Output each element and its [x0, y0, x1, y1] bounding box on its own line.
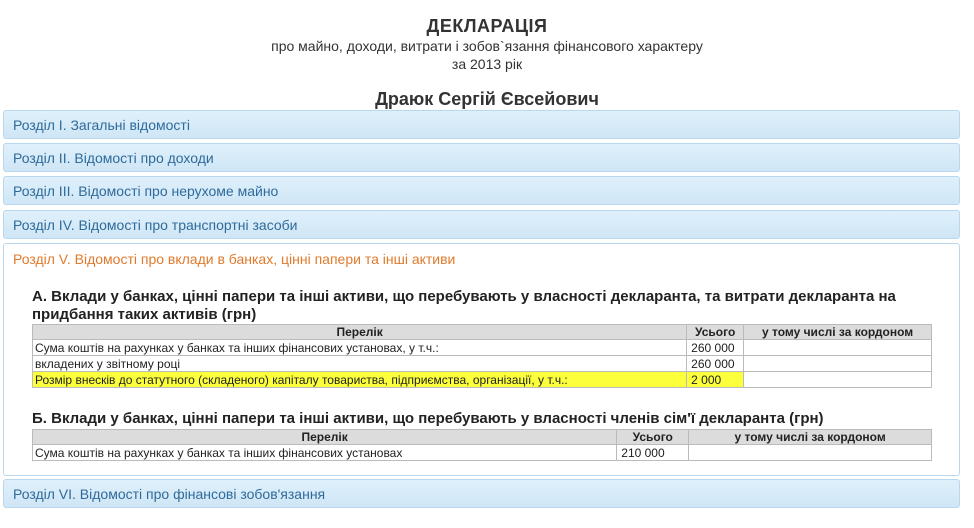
- table-row: [33, 356, 932, 372]
- section-4-label: Розділ IV. Відомості про транспортні засоби: [13, 217, 298, 233]
- item-cell-highlighted: Розмір внесків до статутного (складеного) капіталу товариства, підприємства, організації, у т.ч.:: [33, 372, 687, 388]
- item-cell: вкладених у звітному році: [33, 356, 687, 372]
- item-cell: Сума коштів на рахунках у банках та інших фінансових установах: [33, 445, 617, 461]
- column-header: Перелік: [33, 430, 617, 445]
- declarant-name: Драюк Сергій Євсейович: [375, 89, 599, 109]
- part-b-table: [32, 429, 932, 461]
- total-cell-highlighted: 2 000: [687, 372, 744, 388]
- page-subtitle: про майно, доходи, витрати і зобов`язання фінансового характеру: [271, 38, 703, 54]
- page-title: ДЕКЛАРАЦІЯ: [426, 16, 548, 36]
- section-4-header[interactable]: [3, 210, 960, 239]
- declaration-year: за 2013 рік: [451, 56, 523, 72]
- column-header: Усього: [687, 325, 744, 340]
- item-cell: Сума коштів на рахунках у банках та інших фінансових установах, у т.ч.:: [33, 340, 687, 356]
- abroad-cell: [744, 356, 932, 372]
- section-2-header[interactable]: [3, 143, 960, 172]
- section-1-header[interactable]: [3, 110, 960, 139]
- section-3-header[interactable]: [3, 176, 960, 205]
- column-header: Перелік: [33, 325, 687, 340]
- table-row: [33, 445, 932, 461]
- column-header: у тому числі за кордоном: [689, 430, 932, 445]
- abroad-cell: [689, 445, 932, 461]
- total-cell: 260 000: [687, 340, 744, 356]
- section-6-label: Розділ VI. Відомості про фінансові зобов'язання: [13, 486, 326, 502]
- column-header: Усього: [617, 430, 689, 445]
- section-1-label: Розділ І. Загальні відомості: [13, 117, 190, 133]
- abroad-cell: [744, 372, 932, 388]
- section-5-label: Розділ V. Відомості про вклади в банках, цінні папери та інші активи: [13, 251, 456, 267]
- table-row: [33, 340, 932, 356]
- section-5-header[interactable]: [4, 244, 959, 273]
- section-3-label: Розділ ІІІ. Відомості про нерухоме майно: [13, 183, 279, 199]
- part-b-title: Б. Вклади у банках, цінні папери та інші активи, що перебувають у власності членів сім'ї декларанта (грн): [32, 410, 824, 427]
- column-header: у тому числі за кордоном: [744, 325, 932, 340]
- table-header-row: [33, 325, 932, 340]
- part-a-table: [32, 324, 932, 388]
- part-a-title: А. Вклади у банках, цінні папери та інші активи, що перебувають у власності декларанта, та витрати декларанта на придбання таких активів (грн): [32, 288, 896, 323]
- section-6-header[interactable]: [3, 479, 960, 508]
- section-2-label: Розділ ІІ. Відомості про доходи: [13, 150, 214, 166]
- table-row: [33, 372, 932, 388]
- table-header-row: [33, 430, 932, 445]
- abroad-cell: [744, 340, 932, 356]
- total-cell: 260 000: [687, 356, 744, 372]
- total-cell: 210 000: [617, 445, 689, 461]
